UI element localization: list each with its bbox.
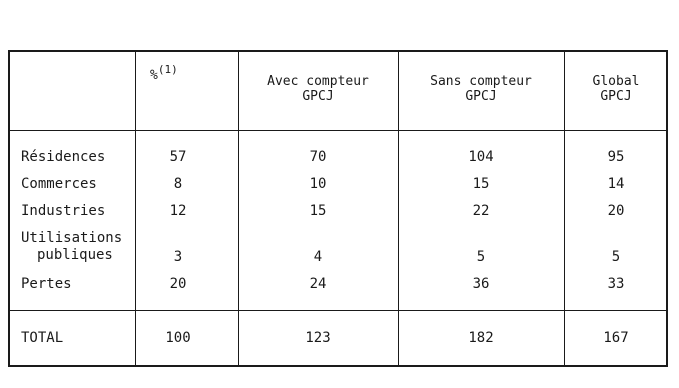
water-consumption-table (8, 50, 668, 367)
row-global: 33 (607, 276, 625, 292)
row-global: 14 (607, 176, 625, 192)
total-sans: 182 (468, 330, 494, 346)
total-label: TOTAL (21, 330, 64, 346)
row-avec: 70 (309, 149, 327, 165)
total-global: 167 (603, 330, 629, 346)
header-avec-line2: GPCJ (302, 89, 334, 104)
row-avec: 24 (309, 276, 327, 292)
column-separator (135, 52, 136, 365)
row-sans: 15 (472, 176, 490, 192)
total-separator (10, 310, 666, 311)
header-sans-line2: GPCJ (465, 89, 497, 104)
total-pct: 100 (165, 330, 191, 346)
row-global: 5 (611, 249, 621, 265)
header-avec-compteur (238, 74, 398, 104)
row-pct: 20 (169, 276, 187, 292)
header-separator (10, 130, 666, 131)
row-sans: 5 (476, 249, 486, 265)
header-sans-compteur (398, 74, 564, 104)
row-avec: 10 (309, 176, 327, 192)
row-label: Résidences (21, 149, 106, 165)
row-label: Commerces (21, 176, 97, 192)
row-pct: 3 (173, 249, 183, 265)
row-label: Industries (21, 203, 106, 219)
row-avec: 15 (309, 203, 327, 219)
row-label-line2: publiques (37, 247, 113, 263)
header-sans-line1: Sans compteur (430, 74, 532, 89)
row-avec: 4 (313, 249, 323, 265)
row-sans: 22 (472, 203, 490, 219)
total-avec: 123 (305, 330, 331, 346)
row-global: 95 (607, 149, 625, 165)
header-global (564, 74, 668, 104)
row-label: Pertes (21, 276, 72, 292)
footnote-marker: (1) (157, 63, 178, 76)
row-sans: 36 (472, 276, 490, 292)
header-global-line2: GPCJ (600, 89, 632, 104)
row-pct: 12 (169, 203, 187, 219)
row-sans: 104 (468, 149, 494, 165)
header-avec-line1: Avec compteur (267, 74, 369, 89)
row-pct: 8 (173, 176, 183, 192)
row-label-line1: Utilisations (21, 230, 123, 246)
row-global: 20 (607, 203, 625, 219)
percent-symbol: % (150, 68, 158, 83)
header-percent (150, 62, 178, 83)
header-global-line1: Global (592, 74, 640, 89)
row-pct: 57 (169, 149, 187, 165)
